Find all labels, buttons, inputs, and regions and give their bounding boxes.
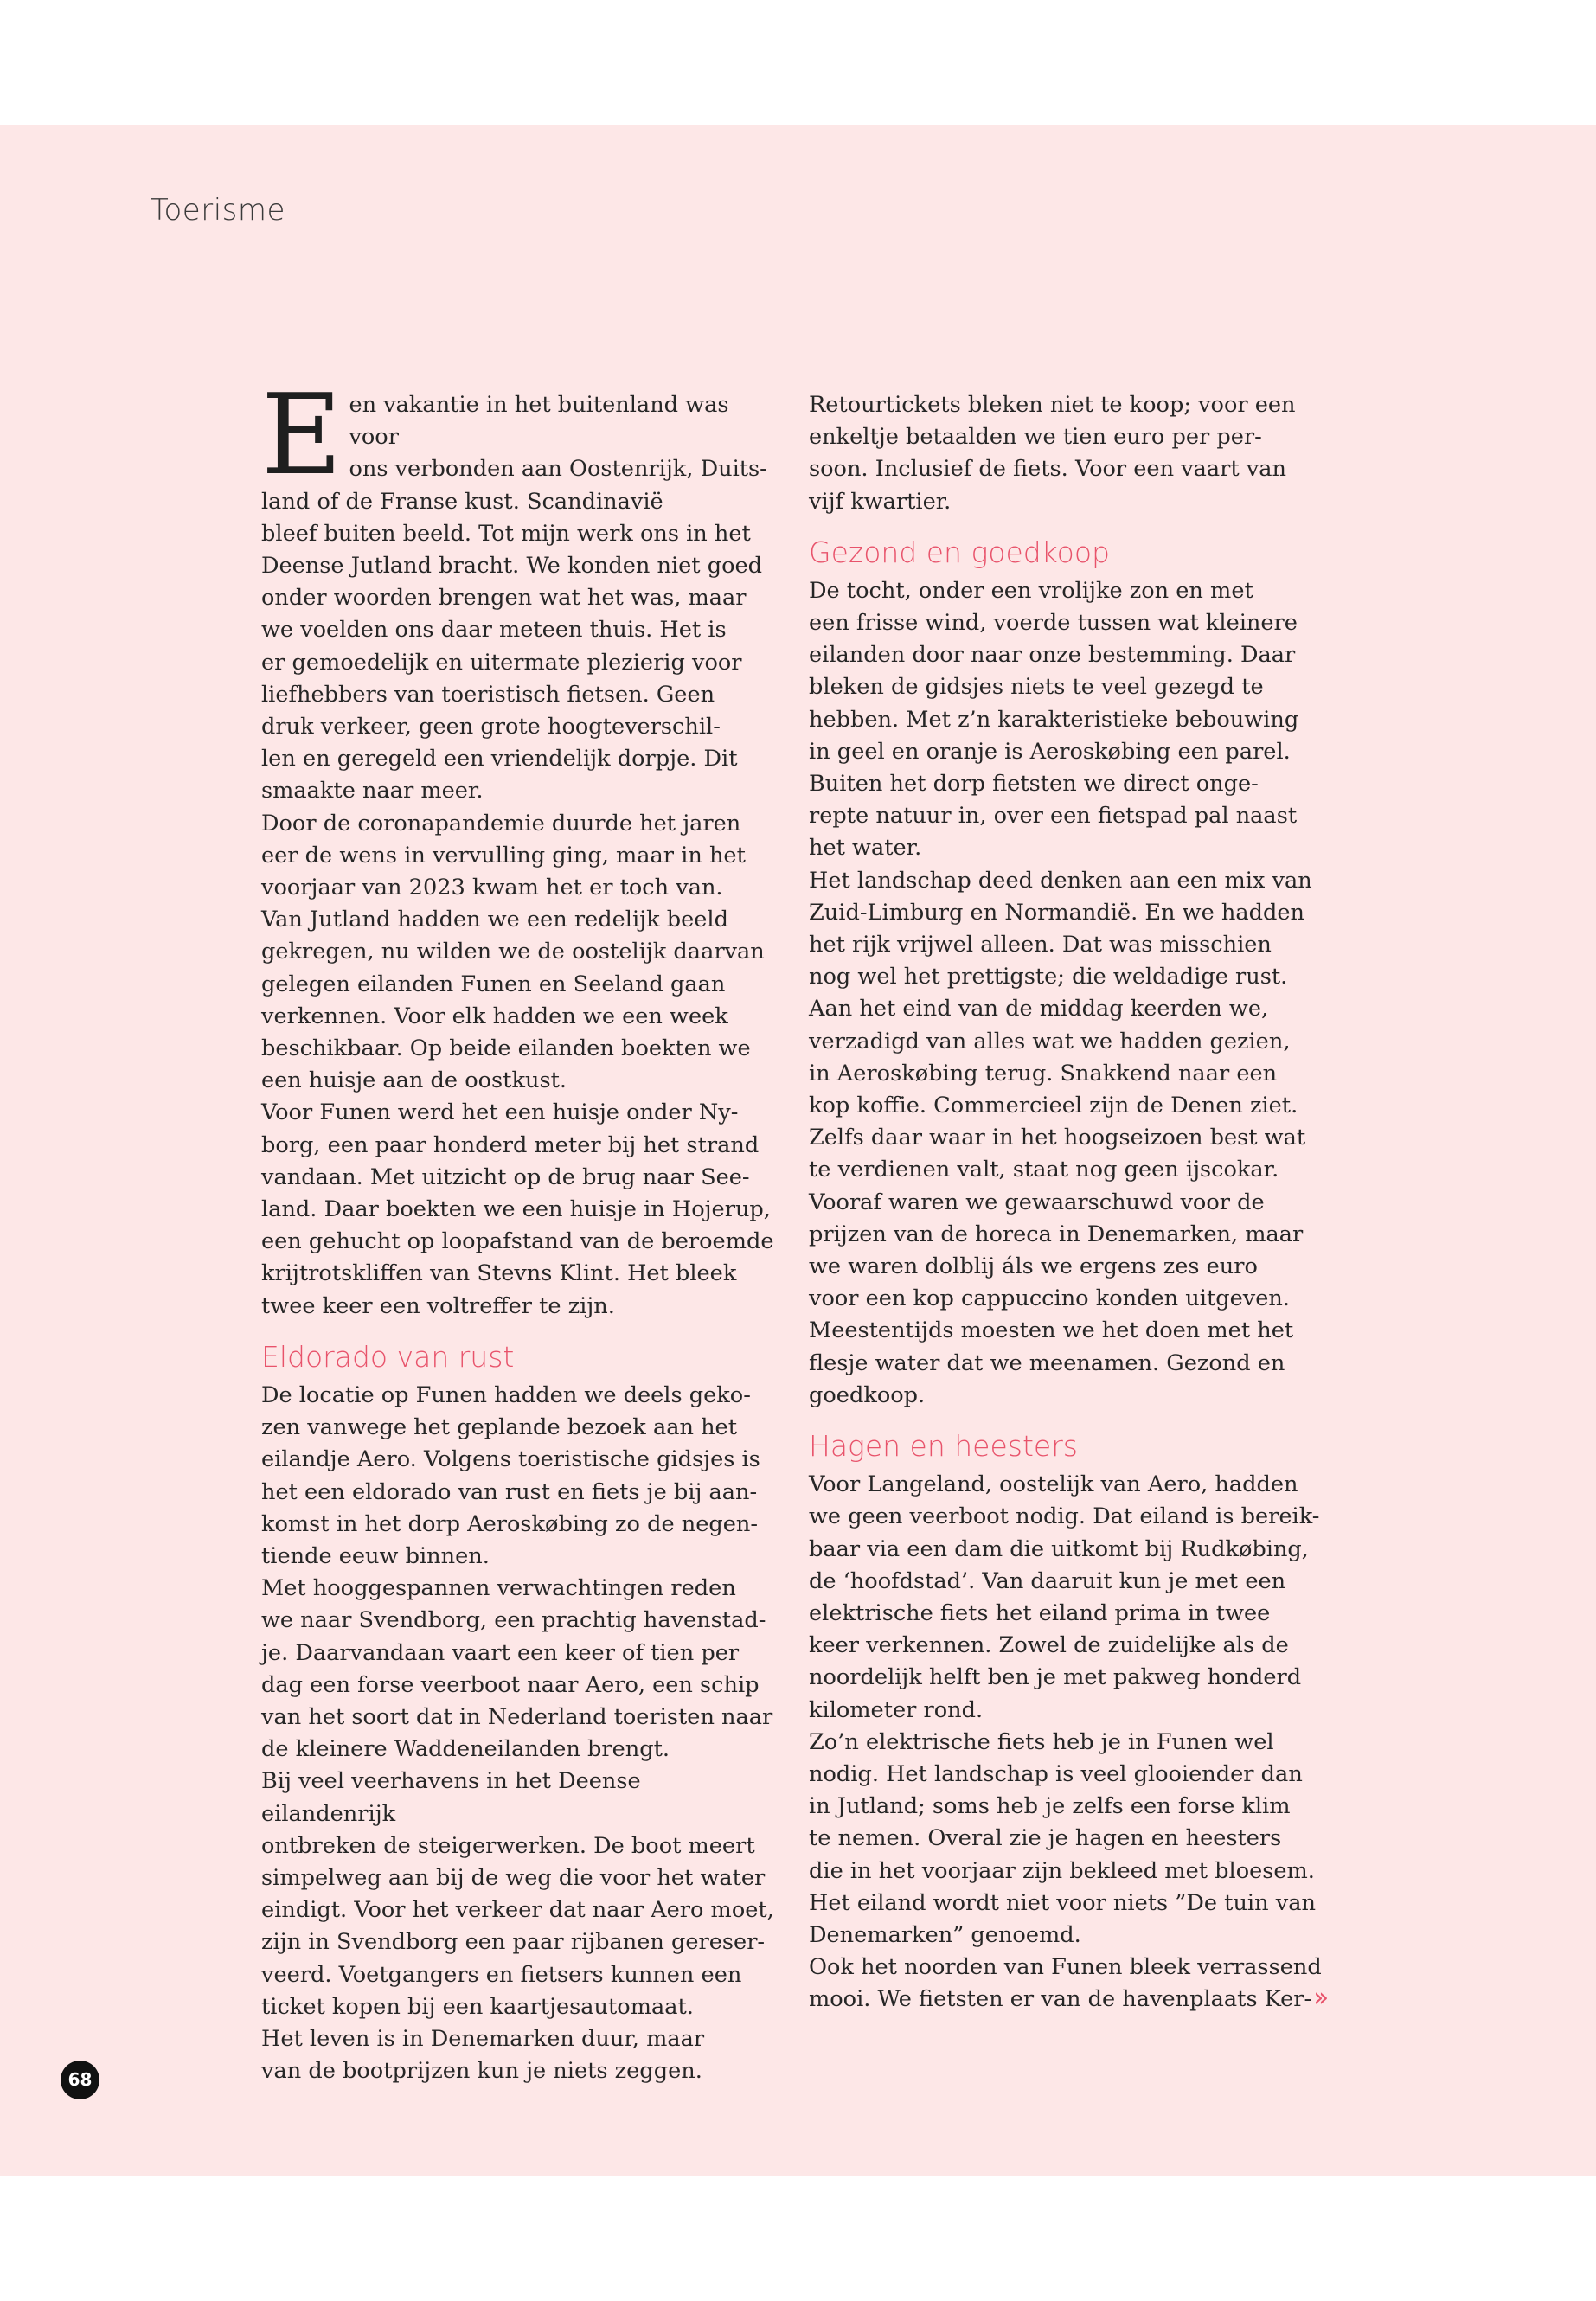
paragraph-continued-text: Ook het noorden van Funen bleek verrassend mooi. We fietsten er van de havenplaats Ker- (809, 1954, 1322, 2013)
drop-cap: E (261, 371, 343, 500)
magazine-page (0, 125, 1596, 2176)
section-label: Toerisme (151, 193, 285, 228)
page-number-badge: 68 (61, 2061, 99, 2099)
article-column-right (809, 389, 1328, 2016)
subheading-hagen: Hagen en heesters (809, 1429, 1078, 1464)
paragraph: Het landschap deed denken aan een mix van Zuid-Limburg en Normandië. En we hadden het rijk vrijwel alleen. Dat was misschien nog wel het prettigste; die weldadige rust. Aan het eind van de middag keerden we, verzadigd van alles wat we hadden gezien, in Aeroskøbing terug. Snakkend naar een kop koffie. Commercieel zijn de Denen ziet. Zelfs daar waar in het hoogseizoen best wat te verdienen valt, staat nog geen ijscokar. Vooraf waren we gewaarschuwd voor de prijzen van de horeca in Denemarken, maar we waren dolblij áls we ergens zes euro voor een kop cappuccino konden uitgeven. Meestentijds moesten we het doen met het flesje water dat we meenamen. Gezond en goedkoop. (809, 867, 1312, 1408)
paragraph: Het leven is in Denemarken duur, maar van de bootprijzen kun je niets zeggen. (261, 2025, 705, 2085)
paragraph: De tocht, onder een vrolijke zon en met een frisse wind, voerde tussen wat kleinere eilanden door naar onze bestemming. Daar bleken de gidsjes niets te veel gezegd te hebben. Met z’n karakteristieke bebouwing in geel en oranje is Aeroskøbing een parel. Buiten het dorp fietsten we direct onge- repte natuur in, over een fietspad pal naast het water. (809, 577, 1299, 862)
paragraph-continued (809, 1952, 1328, 2016)
paragraph: Door de coronapandemie duurde het jaren eer de wens in vervulling ging, maar in het voorjaar van 2023 kwam het er toch van. Van Jutland hadden we een redelijk beeld gekregen, nu wilden we de oostelijk daarvan gelegen eilanden Funen en Seeland gaan verkennen. Voor elk hadden we een week beschikbaar. Op beide eilanden boekten we een huisje aan de oostkust. (261, 810, 765, 1094)
subheading-gezond: Gezond en goedkoop (809, 535, 1110, 569)
paragraph: Bij veel veerhavens in het Deense eilandenrijk ontbreken de steigerwerken. De boot meert simpelweg aan bij de weg die voor het water eindigt. Voor het verkeer dat naar Aero moet, zijn in Svendborg een paar rijbanen gereser- veerd. Voetgangers en fietsers kunnen een ticket kopen bij een kaartjesautomaat. (261, 1768, 774, 2020)
paragraph: Met hooggespannen verwachtingen reden we naar Svendborg, een prachtig havenstad- je. Daarvandaan vaart een keer of tien per dag een forse veerboot naar Aero, een schip van het soort dat in Nederland toeristen naar de kleinere Waddeneilanden brengt. (261, 1575, 773, 1763)
paragraph-intro: en vakantie in het buitenland was voor ons verbonden aan Oostenrijk, Duits- land of de Franse kust. Scandinavië bleef buiten beeld. Tot mijn werk ons in het Deense Jutland bracht. We konden niet goed onder woorden brengen wat het was, maar we voelden ons daar meteen thuis. Het is er gemoedelijk en uitermate plezierig voor liefhebbers van toeristisch fietsen. Geen druk verkeer, geen grote hoogteverschil- len en geregeld een vriendelijk dorpje. Dit smaakte naar meer. (261, 392, 767, 804)
paragraph: Voor Funen werd het een huisje onder Ny- borg, een paar honderd meter bij het strand vandaan. Met uitzicht op de brug naar See- land. Daar boekten we een huisje in Hojerup, een gehucht op loopafstand van de beroemde krijtrotskliffen van Stevns Klint. Het bleek twee keer een voltreffer te zijn. (261, 1099, 774, 1319)
article-column-left (261, 371, 780, 2087)
double-chevron-right-icon: ›› (1313, 1983, 1324, 2014)
subheading-eldorado: Eldorado van rust (261, 1339, 515, 1374)
paragraph: Voor Langeland, oostelijk van Aero, hadden we geen veerboot nodig. Dat eiland is bereik- baar via een dam die uitkomt bij Rudkøbing, de ‘hoofdstad’. Van daaruit kun je met een elektrische fiets het eiland prima in twee keer verkennen. Zowel de zuidelijke als de noordelijk helft ben je met pakweg honderd kilometer rond. (809, 1471, 1320, 1723)
paragraph: De locatie op Funen hadden we deels geko- zen vanwege het geplande bezoek aan het eilandje Aero. Volgens toeristische gidsjes is het een eldorado van rust en fiets je bij aan- komst in het dorp Aeroskøbing zo de negen- tiende eeuw binnen. (261, 1381, 760, 1569)
paragraph: Zo’n elektrische fiets heb je in Funen wel nodig. Het landschap is veel glooiender dan in Jutland; soms heb je zelfs een forse klim te nemen. Overal zie je hagen en heesters die in het voorjaar zijn bekleed met bloesem. Het eiland wordt niet voor niets ”De tuin van Denemarken” genoemd. (809, 1728, 1316, 1948)
paragraph: Retourtickets bleken niet te koop; voor een enkeltje betaalden we tien euro per per- soon. Inclusief de fiets. Voor een vaart van vijf kwartier. (809, 392, 1296, 515)
